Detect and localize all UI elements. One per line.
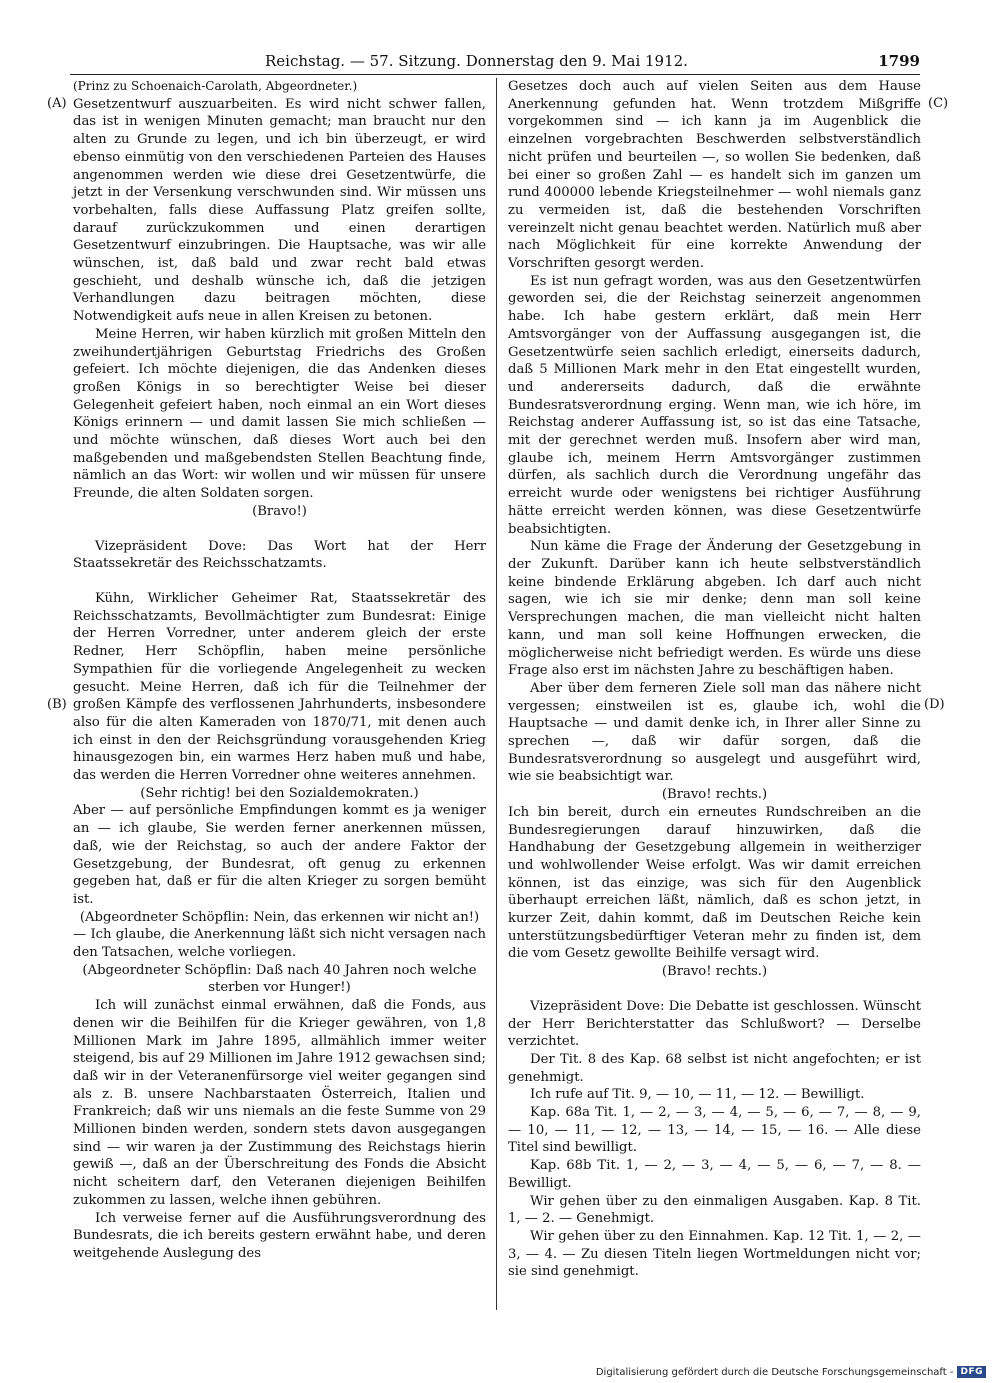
- page-header: [70, 52, 920, 75]
- paragraph: Wir gehen über zu den Einnahmen. Kap. 12 Tit. 1, — 2, — 3, — 4. — Zu diesen Titeln liegen Wortmeldungen nicht vor; sie sind genehmigt.: [508, 1229, 921, 1280]
- margin-marker-c: (C): [928, 96, 949, 111]
- interjection: (Bravo! rechts.): [661, 964, 768, 980]
- page-header-title: Reichstag. — 57. Sitzung. Donnerstag den 9. Mai 1912.: [265, 52, 688, 70]
- paragraph: Nun käme die Frage der Änderung der Gesetzgebung in der Zukunft. Darüber kann ich heute selbstverständlich keine bindende Erklärung abgeben. Ich darf auch nicht sagen, wie ich sie mir denke; denn man soll keine Versprechungen machen, die man vielleicht nicht halten kann, und man soll keine Hoffnungen erwecken, die möglicherweise nicht befriedigt werden. Es würde uns diese Frage also erst im nächsten Jahre zu beschäftigen haben.: [508, 539, 921, 679]
- paragraph: Ich will zunächst einmal erwähnen, daß die Fonds, aus denen wir die Beihilfen für die Krieger gewähren, von 1,8 Millionen Mark im Jahre 1895, allmählich immer weiter steigend, bis auf 29 Millionen im Jahre 1912 gewachsen sind; daß wir in der Veteranenfürsorge viel weiter gegangen sind als z. B. unsere Nachbarstaaten Österreich, Italien und Frankreich; daß wir uns niemals an die feste Summe von 29 Millionen binden werden, sondern stets davon ausgegangen sind — wir waren ja der Zustimmung des Reichstags hierin gewiß —, daß an der Überschreitung des Fonds die Absicht nicht scheitern darf, den Veteranen diejenigen Beihilfen zukommen zu lassen, welche ihnen gebühren.: [73, 998, 486, 1208]
- paragraph: Kap. 68b Tit. 1, — 2, — 3, — 4, — 5, — 6, — 7, — 8. — Bewilligt.: [508, 1158, 921, 1191]
- interjection: (Bravo! rechts.): [661, 787, 768, 803]
- paragraph: Ich bin bereit, durch ein erneutes Rundschreiben an die Bundesregierungen darauf hinzuwirken, daß die Handhabung der Gesetzgebung allgemein in weitherziger und wohlwollender Weise erfolgt. Was wir damit erreichen können, ist das einzige, was sich für den Augenblick überhaupt erreichen läßt, nämlich, daß es schon jetzt, in kurzer Zeit, dahin kommt, daß im Deutschen Reiche kein unterstützungsbedürftiger Veteran mehr zu finden ist, dem die vom Gesetz gewollte Beihilfe versagt wird.: [508, 804, 921, 962]
- dfg-logo: DFG: [957, 1366, 986, 1378]
- paragraph: Meine Herren, wir haben kürzlich mit großen Mitteln den zweihundertjährigen Geburtstag Friedrichs des Großen gefeiert. Ich möchte diejenigen, die das Andenken dieses großen Königs in so berechtigter Weise bei dieser Gelegenheit gefeiert haben, noch einmal an ein Wort dieses Königs erinnern — und damit lassen Sie mich schließen — und möchte wünschen, daß dieses Wort auch bei den maßgebenden und maßgebendsten Stellen Beachtung finde, nämlich an das Wort: wir wollen und wir müssen für unsere Freunde, die alten Soldaten sorgen.: [73, 326, 486, 502]
- column-divider: [496, 78, 497, 1310]
- paragraph: Vizepräsident Dove: Die Debatte ist geschlossen. Wünscht der Herr Berichterstatter das Schlußwort? — Derselbe verzichtet.: [508, 998, 921, 1050]
- speaker-header: (Prinz zu Schoenaich-Carolath, Abgeordneter.): [73, 79, 358, 93]
- margin-marker-b: (B): [47, 697, 67, 712]
- paragraph: Es ist nun gefragt worden, was aus den Gesetzentwürfen geworden sei, die der Reichstag seinerzeit angenommen habe. Ich habe gestern erklärt, daß mein Herr Amtsvorgänger von der Auffassung ausgegangen ist, die Gesetzentwürfe seien sachlich erledigt, einerseits dadurch, daß 5 Millionen Mark mehr in den Etat eingestellt wurden, und andererseits dadurch, daß die erwähnte Bundesratsverordnung erging. Wenn man, wie ich höre, im Reichstag anderer Auffassung ist, so ist das eine Tatsache, mit der gerechnet werden muß. Insofern aber wird man, glaube ich, meinem Herrn Amtsvorgänger zustimmen dürfen, als sachlich durch die Verordnung ungefähr das erreicht wurde oder wenigstens bei richtiger Ausführung hätte erreicht werden können, was diese Gesetzentwürfe beabsichtigten.: [508, 273, 921, 537]
- page-number: 1799: [878, 52, 920, 70]
- paragraph-gap: [73, 521, 486, 538]
- paragraph: Aber — auf persönliche Empfindungen kommt es ja weniger an — ich glaube, Sie werden ferner anerkennen müssen, daß, wie der Reichstag, so auch der andere Faktor der Gesetzgebung, der Bundesrat, oft genug zu erkennen gegeben hat, daß er für die alten Krieger zu sorgen bemüht ist.: [73, 803, 486, 907]
- paragraph: Wir gehen über zu den einmaligen Ausgaben. Kap. 8 Tit. 1, — 2. — Genehmigt.: [508, 1193, 921, 1227]
- paragraph: Gesetzes doch auch auf vielen Seiten aus dem Hause Anerkennung gefunden hat. Wenn trotzdem Mißgriffe vorgekommen sind — ich kann ja im Augenblick die einzelnen vorgebrachten Beschwerden selbstverständlich nicht prüfen und beurteilen —, so wollen Sie bedenken, daß bei einer so großen Zahl — es handelt sich im ganzen um rund 400000 lebende Kriegsteilnehmer — wohl niemals ganz zu vermeiden ist, daß die bestehenden Vorschriften vereinzelt nicht genau beachtet werden. Natürlich muß aber nach Möglichkeit für eine korrekte Anwendung der Vorschriften gesorgt werden.: [508, 79, 921, 272]
- paragraph: Gesetzentwurf auszuarbeiten. Es wird nicht schwer fallen, das ist in wenigen Minuten gemacht; man braucht nur den alten zu Grunde zu legen, und ich bin überzeugt, er wird ebenso einmütig von den verschiedenen Parteien des Hauses angenommen werden wie diese drei Gesetzentwürfe, die jetzt in der Versenkung verschwunden sind. Wir müssen uns vorbehalten, falls diese Auffassung Platz greifen sollte, darauf zurückzukommen und einen derartigen Gesetzentwurf einzubringen. Die Hauptsache, was wir alle wünschen, ist, daß bald und zwar recht bald etwas geschieht, und deshalb wünsche ich, daß die jetzigen Verhandlungen dazu beitragen möchten, diese Notwendigkeit aufs neue in allen Kreisen zu betonen.: [73, 96, 486, 325]
- left-column: [73, 78, 486, 1263]
- margin-marker-a: (A): [47, 96, 67, 111]
- paragraph: Kühn, Wirklicher Geheimer Rat, Staatssekretär des Reichsschatzamts, Bevollmächtigter zum Bundesrat: Einige der Herren Vorredner, unter anderem gleich der erste Redner, Herr Schöpflin, haben meine persönliche Sympathien für die vorliegende Angelegenheit zu wecken gesucht. Meine Herren, daß ich für die Teilnehmer der großen Kämpfe des verflossenen Jahrhunderts, insbesondere also für die alten Kameraden von 1870/71, mit denen auch ich einst in den der Reichsgründung vorausgehenden Krieg hinausgezogen bin, ein warmes Herz haben muß und habe, das werden die Herren Vorredner ohne weiteres annehmen.: [73, 590, 486, 784]
- paragraph: Vizepräsident Dove: Das Wort hat der Herr Staatssekretär des Reichsschatzamts.: [73, 538, 486, 572]
- paragraph: Ich rufe auf Tit. 9, — 10, — 11, — 12. — Bewilligt.: [530, 1087, 865, 1103]
- paragraph-gap: [508, 981, 921, 998]
- interjection: (Abgeordneter Schöpflin: Nein, das erkennen wir nicht an!): [79, 909, 480, 925]
- margin-marker-d: (D): [924, 697, 945, 712]
- right-column: [508, 78, 921, 1281]
- interjection: (Abgeordneter Schöpflin: Daß nach 40 Jahren noch welche sterben vor Hunger!): [82, 962, 477, 996]
- footer-credit: Digitalisierung gefördert durch die Deutsche Forschungsgemeinschaft -: [595, 1366, 954, 1378]
- interjection: (Bravo!): [252, 503, 307, 519]
- paragraph: — Ich glaube, die Anerkennung läßt sich nicht versagen nach den Tatsachen, welche vorliegen.: [73, 927, 486, 961]
- paragraph: Ich verweise ferner auf die Ausführungsverordnung des Bundesrats, die ich bereits gestern erwähnt habe, und deren weitgehende Auslegung des: [73, 1210, 486, 1261]
- paragraph: Kap. 68a Tit. 1, — 2, — 3, — 4, — 5, — 6, — 7, — 8, — 9, — 10, — 11, — 12, — 13, — 14, — 15, — 16. — Alle diese Titel sind bewilligt.: [508, 1105, 921, 1156]
- paragraph-gap: [73, 573, 486, 590]
- paragraph: Aber über dem ferneren Ziele soll man das nähere nicht vergessen; einstweilen ist es, glaube ich, wohl die Hauptsache — und damit denke ich, in Ihrer aller Sinne zu sprechen —, daß wir dafür sorgen, daß die Bundesratsverordnung so ausgelegt und ausgeführt wird, wie sie beabsichtigt war.: [508, 680, 921, 785]
- paragraph: Der Tit. 8 des Kap. 68 selbst ist nicht angefochten; er ist genehmigt.: [508, 1051, 921, 1085]
- page-footer: [596, 1366, 986, 1378]
- interjection: (Sehr richtig! bei den Sozialdemokraten.): [140, 785, 419, 801]
